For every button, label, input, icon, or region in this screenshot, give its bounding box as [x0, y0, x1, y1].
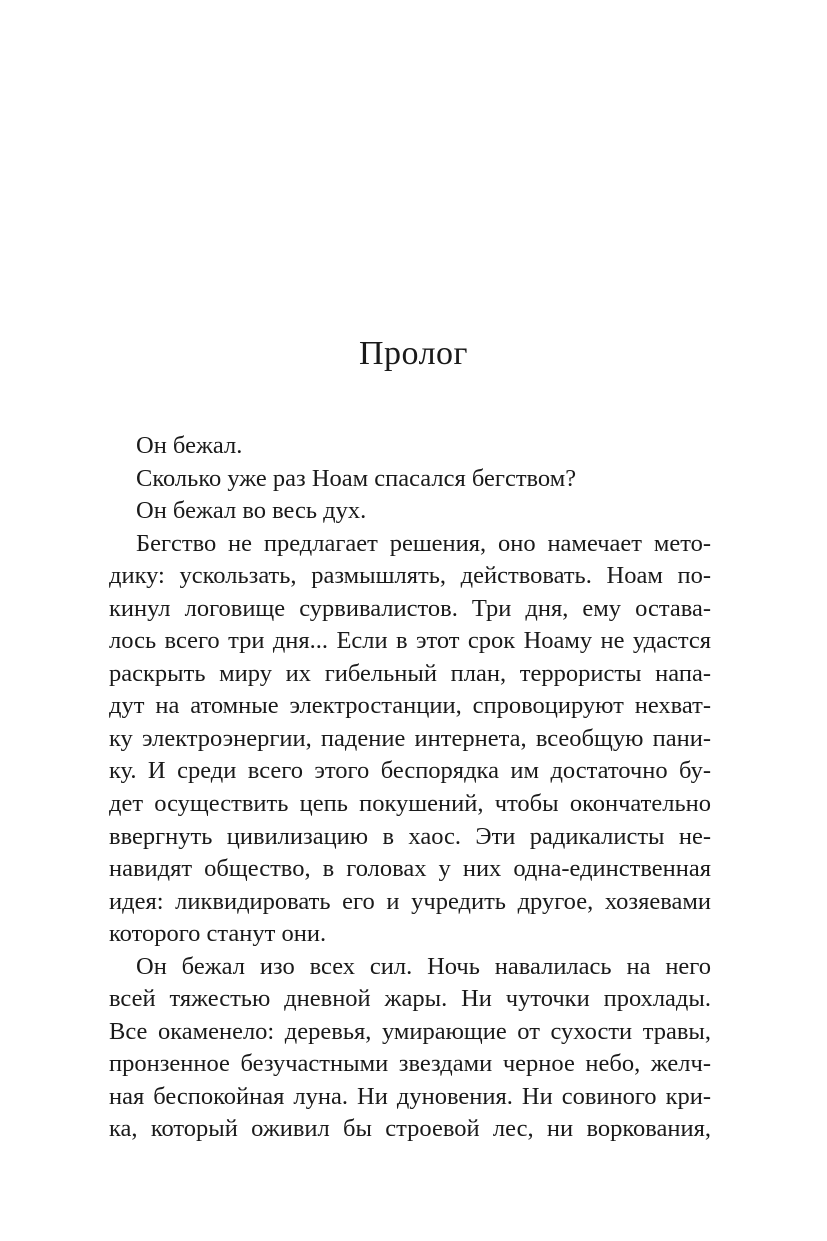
text-line: всей тяжестью дневной жары. Ни чуточки прохлады.: [109, 985, 711, 1013]
body-text: [109, 430, 711, 1146]
text-line: ку электроэнергии, падение интернета, всеобщую пани-: [109, 724, 711, 752]
text-line: Бегство не предлагает решения, оно намечает мето-: [136, 529, 711, 557]
text-line: кинул логовище сурвивалистов. Три дня, ему остава-: [109, 594, 711, 622]
text-line: навидят общество, в головах у них одна-единственная: [109, 855, 711, 883]
text-line: дут на атомные электростанции, спровоцируют нехват-: [109, 692, 711, 720]
text-line: идея: ликвидировать его и учредить другое, хозяевами: [109, 887, 711, 915]
text-line: дику: ускользать, размышлять, действовать. Ноам по-: [109, 562, 711, 590]
text-line: Он бежал изо всех сил. Ночь навалилась на него: [136, 952, 711, 980]
chapter-title: Пролог: [358, 335, 469, 372]
text-line: которого станут они.: [109, 920, 327, 948]
text-line: ка, который оживил бы строевой лес, ни воркования,: [109, 1115, 711, 1143]
text-line: ввергнуть цивилизацию в хаос. Эти радикалисты не-: [109, 822, 711, 850]
text-line: раскрыть миру их гибельный план, террористы напа-: [109, 659, 711, 687]
text-line: Он бежал во весь дух.: [136, 497, 367, 525]
text-line: ку. И среди всего этого беспорядка им достаточно бу-: [109, 757, 711, 785]
text-line: ная беспокойная луна. Ни дуновения. Ни совиного кри-: [109, 1082, 711, 1110]
text-line: дет осуществить цепь покушений, чтобы окончательно: [109, 790, 711, 818]
text-line: Он бежал.: [136, 432, 243, 459]
text-line: пронзенное безучастными звездами черное небо, желч-: [109, 1050, 711, 1078]
text-line: Сколько уже раз Ноам спасался бегством?: [136, 464, 577, 492]
text-line: лось всего три дня... Если в этот срок Ноаму не удастся: [109, 627, 711, 655]
text-line: Все окаменело: деревья, умирающие от сухости травы,: [109, 1017, 711, 1045]
